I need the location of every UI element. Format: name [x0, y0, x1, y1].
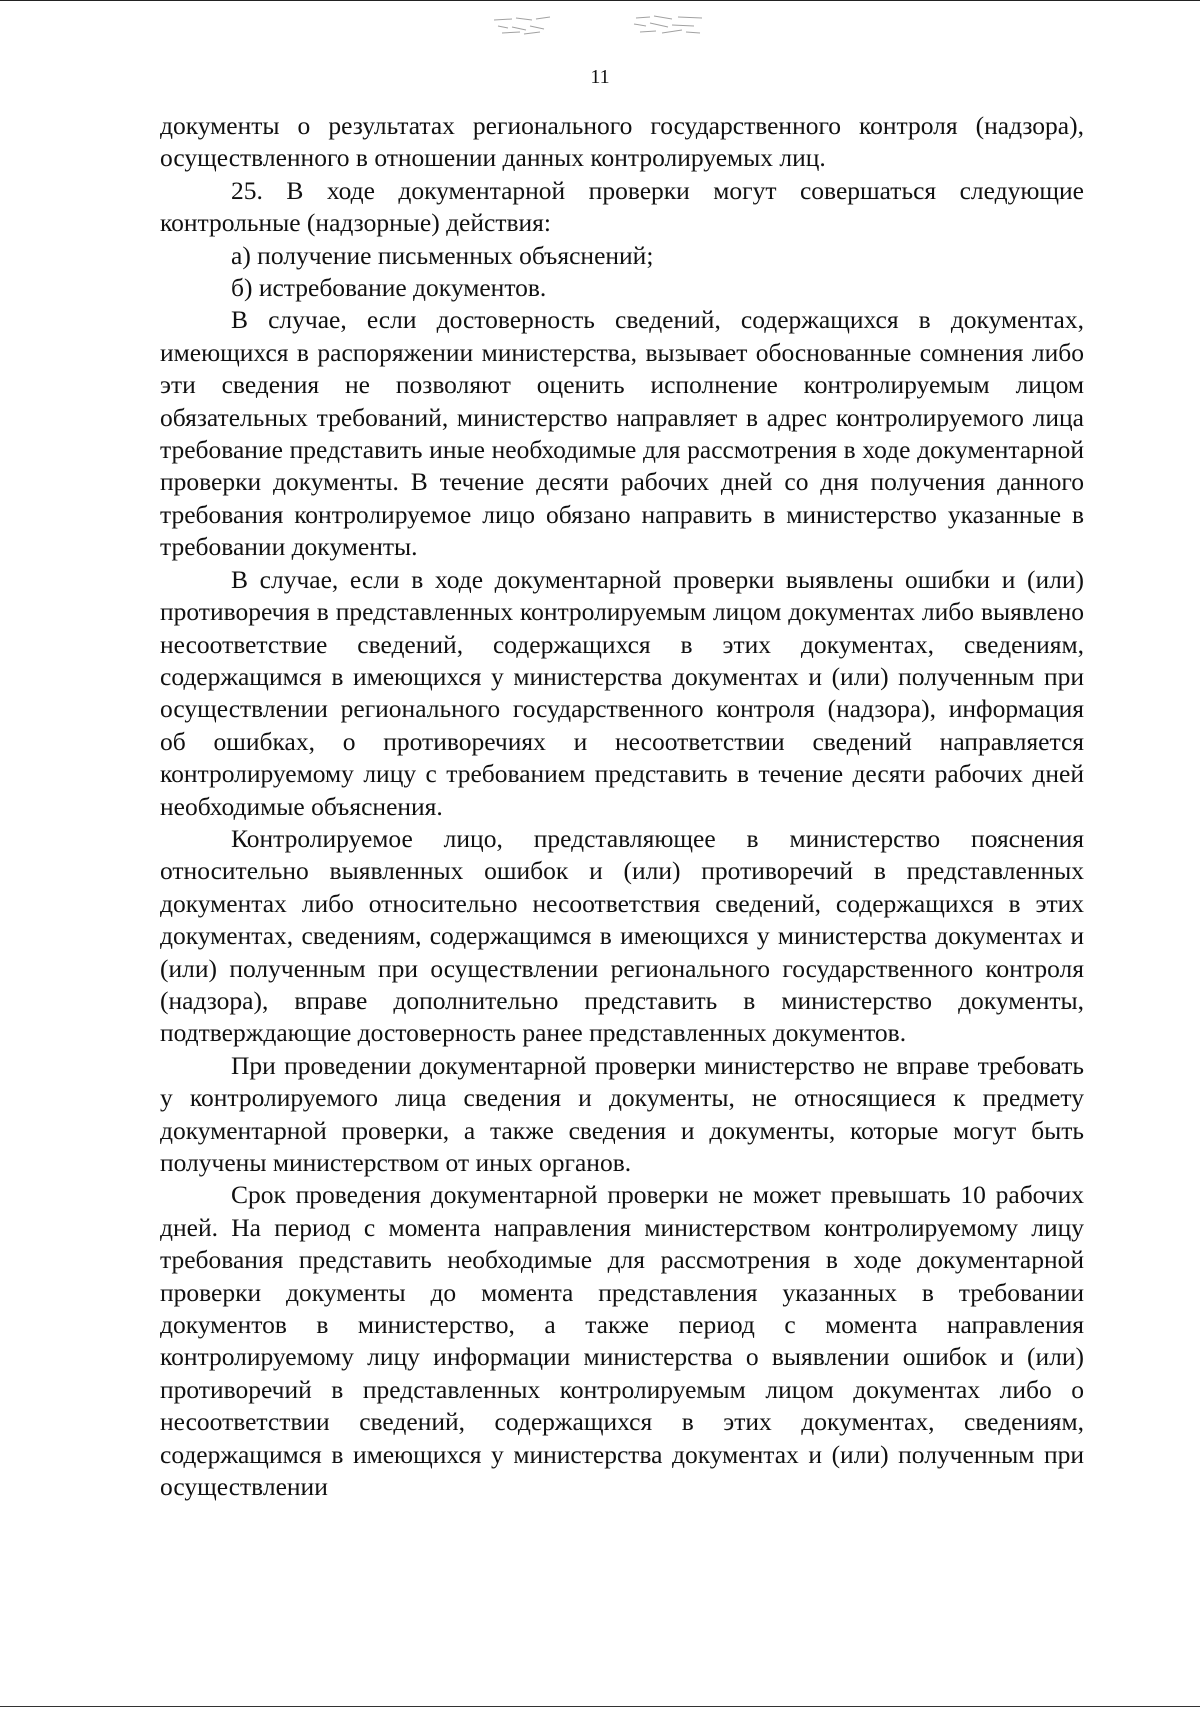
page-number: 11	[590, 66, 610, 88]
faint-stamp-mark-left	[492, 14, 552, 36]
paragraph: а) получение письменных объяснений;	[231, 240, 654, 270]
paragraph: документы о результатах регионального государственного контроля (надзора), осуществленного в отношении данных контролируемых лиц.	[160, 111, 1084, 173]
paragraph: При проведении документарной проверки министерство не вправе требовать у контролируемого лица сведения и документы, не относящиеся к предмету документарной проверки, а также сведения и документы, которые могут быть получены министерством от иных органов.	[160, 1050, 1084, 1177]
document-body	[160, 110, 1084, 1503]
paragraph: 25. В ходе документарной проверки могут совершаться следующие контрольные (надзорные) действия:	[160, 175, 1084, 238]
paragraph: б) истребование документов.	[231, 273, 547, 303]
paragraph: В случае, если в ходе документарной проверки выявлены ошибки и (или) противоречия в представленных контролируемым лицом документах либо выявлено несоответствие сведений, содержащихся в этих документах, сведениям, содержащимся в имеющихся у министерства документах и (или) полученным при осуществлении регионального государственного контроля (надзора), информация об ошибках, о противоречиях и несоответствии сведений направляется контролируемому лицу с требованием представить в течение десяти рабочих дней необходимые объяснения.	[160, 564, 1084, 821]
paragraph: В случае, если достоверность сведений, содержащихся в документах, имеющихся в распоряжении министерства, вызывает обоснованные сомнения либо эти сведения не позволяют оценить исполнение контролируемым лицом обязательных требований, министерство направляет в адрес контролируемого лица требование представить иные необходимые для рассмотрения в ходе документарной проверки документы. В течение десяти рабочих дней со дня получения данного требования контролируемое лицо обязано направить в министерство указанные в требовании документы.	[160, 305, 1084, 562]
scan-edge-top	[0, 0, 1200, 1]
scan-edge-bottom	[0, 1706, 1200, 1707]
paragraph: Срок проведения документарной проверки не может превышать 10 рабочих дней. На период с момента направления министерством контролируемому лицу требования представить необходимые для рассмотрения в ходе документарной проверки документы до момента представления указанных в требовании документов в министерство, а также период с момента направления контролируемому лицу информации министерства о выявлении ошибок и (или) противоречий в представленных контролируемым лицом документах либо о несоответствии сведений, содержащихся в этих документах, сведениям, содержащимся в имеющихся у министерства документах и (или) полученным при осуществлении	[160, 1180, 1084, 1502]
paragraph: Контролируемое лицо, представляющее в министерство пояснения относительно выявленных ошибок и (или) противоречий в представленных документах либо относительно несоответствия сведений, содержащихся в этих документах, сведениям, содержащимся в имеющихся у министерства документах и (или) полученным при осуществлении регионального государственного контроля (надзора), вправе дополнительно представить в министерство документы, подтверждающие достоверность ранее представленных документов.	[160, 823, 1084, 1048]
faint-stamp-mark-right	[632, 14, 704, 36]
